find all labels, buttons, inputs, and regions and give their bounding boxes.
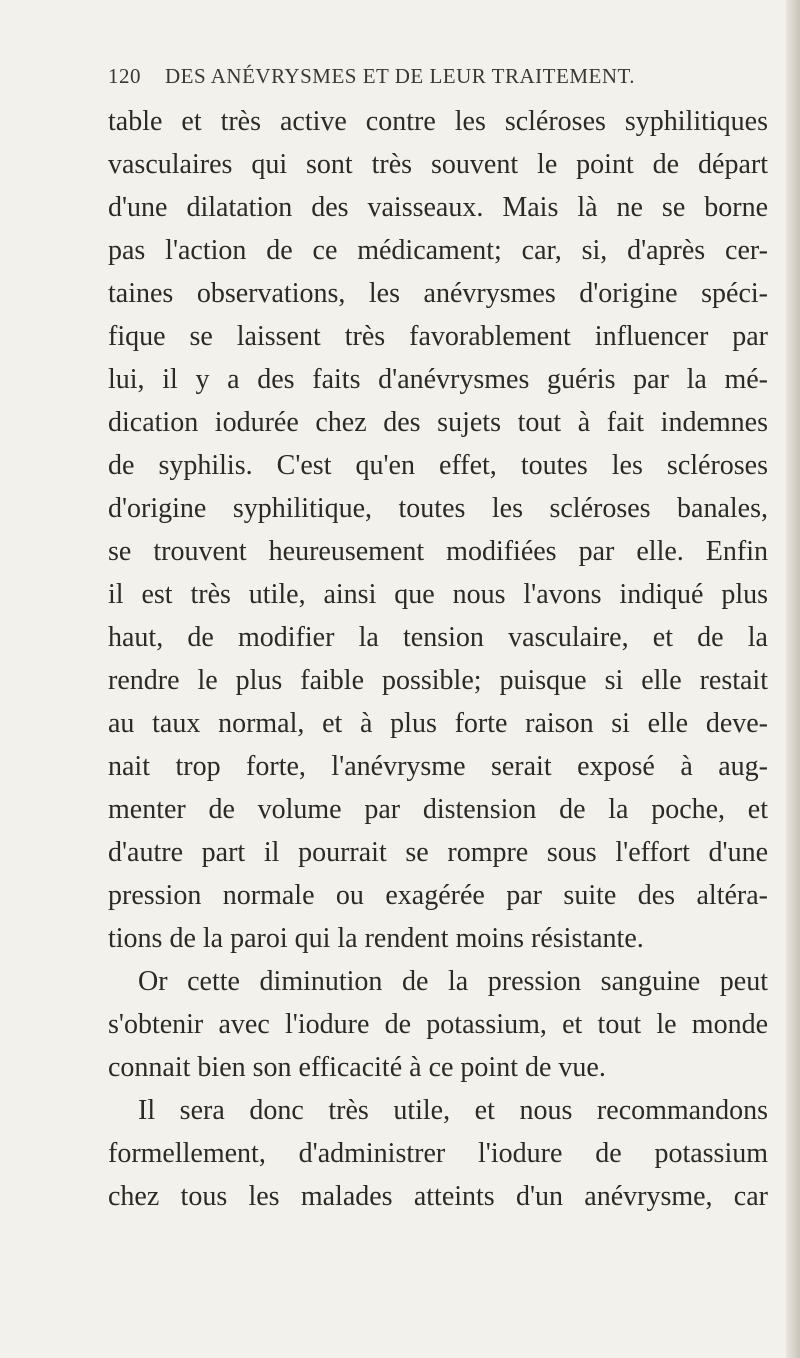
text-line: d'autre part il pourrait se rompre sous l'effort d'une	[108, 837, 768, 868]
text-line: se trouvent heureusement modifiées par elle. Enfin	[108, 536, 768, 567]
text-line: rendre le plus faible possible; puisque si elle restait	[108, 665, 768, 696]
text-line: connait bien son efficacité à ce point de vue.	[108, 1052, 606, 1083]
text-line: tions de la paroi qui la rendent moins résistante.	[108, 923, 644, 954]
text-line: il est très utile, ainsi que nous l'avons indiqué plus	[108, 579, 768, 610]
text-line-paragraph-start: Il sera donc très utile, et nous recommandons	[138, 1095, 768, 1126]
text-line: chez tous les malades atteints d'un anévrysme, car	[108, 1181, 768, 1212]
text-line: taines observations, les anévrysmes d'origine spéci-	[108, 278, 768, 309]
running-head	[108, 64, 768, 89]
text-line: fique se laissent très favorablement influencer par	[108, 321, 768, 352]
text-line: pression normale ou exagérée par suite des altéra-	[108, 880, 768, 911]
text-line: table et très active contre les scléroses syphilitiques	[108, 106, 768, 137]
page-number: 120	[108, 64, 141, 88]
text-line: au taux normal, et à plus forte raison si elle deve-	[108, 708, 768, 739]
text-line: pas l'action de ce médicament; car, si, d'après cer-	[108, 235, 768, 266]
text-line-paragraph-start: Or cette diminution de la pression sanguine peut	[138, 966, 768, 997]
text-line: lui, il y a des faits d'anévrysmes guéris par la mé-	[108, 364, 768, 395]
text-line: haut, de modifier la tension vasculaire, et de la	[108, 622, 768, 653]
text-line: vasculaires qui sont très souvent le point de départ	[108, 149, 768, 180]
text-line: nait trop forte, l'anévrysme serait exposé à aug-	[108, 751, 768, 782]
text-line: menter de volume par distension de la poche, et	[108, 794, 768, 825]
text-line: dication iodurée chez des sujets tout à fait indemnes	[108, 407, 768, 438]
text-line: de syphilis. C'est qu'en effet, toutes les scléroses	[108, 450, 768, 481]
text-line: formellement, d'administrer l'iodure de potassium	[108, 1138, 768, 1169]
text-line: d'origine syphilitique, toutes les scléroses banales,	[108, 493, 768, 524]
text-body	[108, 100, 768, 1218]
text-line: s'obtenir avec l'iodure de potassium, et tout le monde	[108, 1009, 768, 1040]
running-title: DES ANÉVRYSMES ET DE LEUR TRAITEMENT.	[165, 64, 636, 88]
text-line: d'une dilatation des vaisseaux. Mais là ne se borne	[108, 192, 768, 223]
page-edge-shadow	[786, 0, 800, 1358]
